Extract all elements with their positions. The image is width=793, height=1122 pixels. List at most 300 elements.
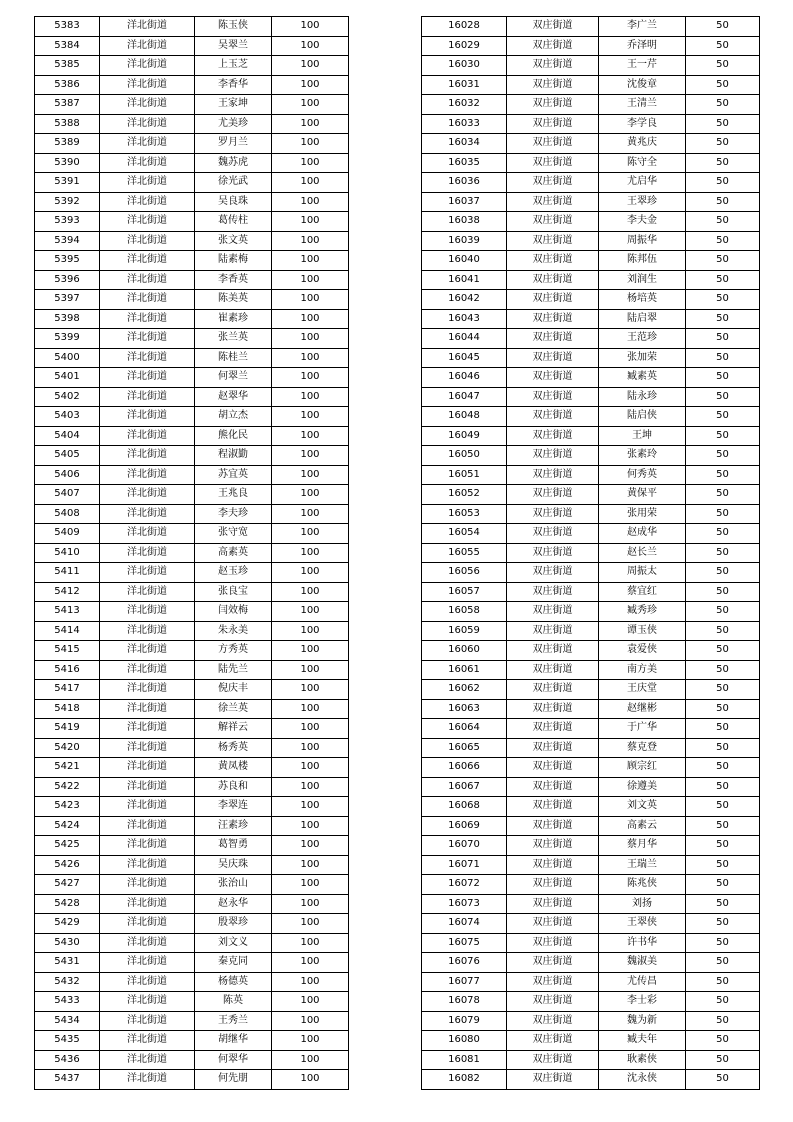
table-row [422, 56, 760, 76]
amount-cell: 50 [686, 387, 760, 407]
name-cell: 吴庆珠 [195, 855, 272, 875]
table-row [35, 446, 349, 466]
amount-cell: 100 [272, 1031, 349, 1051]
serial-number-cell: 16028 [422, 17, 507, 37]
serial-number-cell: 5392 [35, 192, 100, 212]
serial-number-cell: 16036 [422, 173, 507, 193]
amount-cell: 100 [272, 738, 349, 758]
table-row [422, 153, 760, 173]
name-cell: 方秀英 [195, 641, 272, 661]
amount-cell: 100 [272, 543, 349, 563]
amount-cell: 100 [272, 894, 349, 914]
table-row [422, 95, 760, 115]
left-roster-table [34, 16, 349, 1090]
subdistrict-cell: 洋北街道 [100, 75, 195, 95]
subdistrict-cell: 洋北街道 [100, 524, 195, 544]
serial-number-cell: 16059 [422, 621, 507, 641]
serial-number-cell: 16076 [422, 953, 507, 973]
subdistrict-cell: 双庄街道 [507, 426, 599, 446]
amount-cell: 100 [272, 426, 349, 446]
amount-cell: 100 [272, 992, 349, 1012]
serial-number-cell: 16078 [422, 992, 507, 1012]
name-cell: 蔡克登 [599, 738, 686, 758]
subdistrict-cell: 双庄街道 [507, 36, 599, 56]
name-cell: 刘文义 [195, 933, 272, 953]
subdistrict-cell: 洋北街道 [100, 972, 195, 992]
table-row [422, 738, 760, 758]
serial-number-cell: 16045 [422, 348, 507, 368]
subdistrict-cell: 洋北街道 [100, 914, 195, 934]
amount-cell: 50 [686, 660, 760, 680]
serial-number-cell: 16046 [422, 368, 507, 388]
table-row [422, 875, 760, 895]
serial-number-cell: 16051 [422, 465, 507, 485]
name-cell: 魏淑美 [599, 953, 686, 973]
serial-number-cell: 5428 [35, 894, 100, 914]
amount-cell: 50 [686, 699, 760, 719]
name-cell: 张良宝 [195, 582, 272, 602]
subdistrict-cell: 洋北街道 [100, 855, 195, 875]
table-row [422, 621, 760, 641]
name-cell: 张兰英 [195, 329, 272, 349]
amount-cell: 50 [686, 641, 760, 661]
amount-cell: 100 [272, 309, 349, 329]
name-cell: 李香华 [195, 75, 272, 95]
table-row [422, 329, 760, 349]
table-row [422, 270, 760, 290]
table-row [35, 602, 349, 622]
subdistrict-cell: 洋北街道 [100, 894, 195, 914]
table-row [35, 465, 349, 485]
table-row [35, 582, 349, 602]
name-cell: 赵玉珍 [195, 563, 272, 583]
serial-number-cell: 5432 [35, 972, 100, 992]
subdistrict-cell: 洋北街道 [100, 758, 195, 778]
subdistrict-cell: 双庄街道 [507, 933, 599, 953]
name-cell: 王庆堂 [599, 680, 686, 700]
serial-number-cell: 16038 [422, 212, 507, 232]
right-table-body [422, 17, 760, 1090]
right-roster-table [421, 16, 760, 1090]
serial-number-cell: 5422 [35, 777, 100, 797]
subdistrict-cell: 洋北街道 [100, 563, 195, 583]
name-cell: 吴翠兰 [195, 36, 272, 56]
serial-number-cell: 16042 [422, 290, 507, 310]
amount-cell: 50 [686, 914, 760, 934]
subdistrict-cell: 洋北街道 [100, 270, 195, 290]
table-row [35, 797, 349, 817]
subdistrict-cell: 洋北街道 [100, 114, 195, 134]
amount-cell: 50 [686, 231, 760, 251]
table-row [422, 134, 760, 154]
amount-cell: 100 [272, 914, 349, 934]
serial-number-cell: 5387 [35, 95, 100, 115]
name-cell: 刘文英 [599, 797, 686, 817]
serial-number-cell: 5408 [35, 504, 100, 524]
name-cell: 陈英 [195, 992, 272, 1012]
table-row [422, 446, 760, 466]
name-cell: 陆启侠 [599, 407, 686, 427]
amount-cell: 100 [272, 641, 349, 661]
serial-number-cell: 16082 [422, 1070, 507, 1090]
name-cell: 胡立杰 [195, 407, 272, 427]
subdistrict-cell: 洋北街道 [100, 95, 195, 115]
subdistrict-cell: 双庄街道 [507, 407, 599, 427]
table-row [422, 1070, 760, 1090]
subdistrict-cell: 双庄街道 [507, 329, 599, 349]
serial-number-cell: 16035 [422, 153, 507, 173]
name-cell: 吴良珠 [195, 192, 272, 212]
name-cell: 闫效梅 [195, 602, 272, 622]
table-row [422, 914, 760, 934]
amount-cell: 100 [272, 621, 349, 641]
table-row [422, 972, 760, 992]
name-cell: 崔素珍 [195, 309, 272, 329]
name-cell: 黄保平 [599, 485, 686, 505]
subdistrict-cell: 洋北街道 [100, 1011, 195, 1031]
serial-number-cell: 5398 [35, 309, 100, 329]
subdistrict-cell: 双庄街道 [507, 797, 599, 817]
serial-number-cell: 16062 [422, 680, 507, 700]
name-cell: 上玉芝 [195, 56, 272, 76]
table-row [35, 95, 349, 115]
subdistrict-cell: 双庄街道 [507, 738, 599, 758]
subdistrict-cell: 双庄街道 [507, 602, 599, 622]
serial-number-cell: 5391 [35, 173, 100, 193]
table-row [35, 1070, 349, 1090]
name-cell: 尤传昌 [599, 972, 686, 992]
subdistrict-cell: 洋北街道 [100, 582, 195, 602]
subdistrict-cell: 双庄街道 [507, 641, 599, 661]
table-row [422, 953, 760, 973]
subdistrict-cell: 洋北街道 [100, 173, 195, 193]
amount-cell: 50 [686, 1070, 760, 1090]
name-cell: 陈玉侠 [195, 17, 272, 37]
amount-cell: 100 [272, 368, 349, 388]
table-row [35, 1031, 349, 1051]
serial-number-cell: 5421 [35, 758, 100, 778]
serial-number-cell: 5436 [35, 1050, 100, 1070]
amount-cell: 100 [272, 972, 349, 992]
table-row [422, 602, 760, 622]
subdistrict-cell: 双庄街道 [507, 387, 599, 407]
serial-number-cell: 5389 [35, 134, 100, 154]
table-row [422, 699, 760, 719]
name-cell: 陈美英 [195, 290, 272, 310]
table-row [35, 855, 349, 875]
name-cell: 蔡宜红 [599, 582, 686, 602]
table-row [422, 894, 760, 914]
amount-cell: 100 [272, 446, 349, 466]
subdistrict-cell: 双庄街道 [507, 680, 599, 700]
amount-cell: 100 [272, 563, 349, 583]
name-cell: 乔泽明 [599, 36, 686, 56]
subdistrict-cell: 双庄街道 [507, 1031, 599, 1051]
amount-cell: 100 [272, 582, 349, 602]
amount-cell: 50 [686, 836, 760, 856]
subdistrict-cell: 双庄街道 [507, 485, 599, 505]
amount-cell: 100 [272, 680, 349, 700]
subdistrict-cell: 双庄街道 [507, 17, 599, 37]
name-cell: 胡继华 [195, 1031, 272, 1051]
name-cell: 王坤 [599, 426, 686, 446]
name-cell: 王清兰 [599, 95, 686, 115]
amount-cell: 50 [686, 875, 760, 895]
amount-cell: 100 [272, 602, 349, 622]
table-row [422, 680, 760, 700]
name-cell: 王翠珍 [599, 192, 686, 212]
serial-number-cell: 5396 [35, 270, 100, 290]
table-row [422, 192, 760, 212]
name-cell: 徐遵美 [599, 777, 686, 797]
name-cell: 葛智勇 [195, 836, 272, 856]
name-cell: 南方美 [599, 660, 686, 680]
subdistrict-cell: 洋北街道 [100, 621, 195, 641]
table-row [422, 426, 760, 446]
serial-number-cell: 16044 [422, 329, 507, 349]
name-cell: 臧素英 [599, 368, 686, 388]
table-row [35, 953, 349, 973]
name-cell: 殷翠珍 [195, 914, 272, 934]
amount-cell: 50 [686, 309, 760, 329]
name-cell: 张守宽 [195, 524, 272, 544]
amount-cell: 100 [272, 75, 349, 95]
serial-number-cell: 16068 [422, 797, 507, 817]
serial-number-cell: 16043 [422, 309, 507, 329]
name-cell: 何秀英 [599, 465, 686, 485]
subdistrict-cell: 洋北街道 [100, 641, 195, 661]
serial-number-cell: 16030 [422, 56, 507, 76]
name-cell: 罗月兰 [195, 134, 272, 154]
table-row [422, 933, 760, 953]
serial-number-cell: 16075 [422, 933, 507, 953]
serial-number-cell: 16055 [422, 543, 507, 563]
table-row [35, 387, 349, 407]
serial-number-cell: 5435 [35, 1031, 100, 1051]
subdistrict-cell: 双庄街道 [507, 465, 599, 485]
name-cell: 李夫珍 [195, 504, 272, 524]
serial-number-cell: 5426 [35, 855, 100, 875]
subdistrict-cell: 洋北街道 [100, 36, 195, 56]
table-row [35, 153, 349, 173]
table-row [422, 777, 760, 797]
amount-cell: 50 [686, 56, 760, 76]
subdistrict-cell: 洋北街道 [100, 992, 195, 1012]
serial-number-cell: 16080 [422, 1031, 507, 1051]
table-row [35, 485, 349, 505]
serial-number-cell: 5405 [35, 446, 100, 466]
serial-number-cell: 16058 [422, 602, 507, 622]
table-row [35, 251, 349, 271]
amount-cell: 50 [686, 153, 760, 173]
subdistrict-cell: 双庄街道 [507, 251, 599, 271]
subdistrict-cell: 双庄街道 [507, 563, 599, 583]
amount-cell: 100 [272, 504, 349, 524]
amount-cell: 50 [686, 933, 760, 953]
serial-number-cell: 5414 [35, 621, 100, 641]
subdistrict-cell: 双庄街道 [507, 894, 599, 914]
subdistrict-cell: 双庄街道 [507, 348, 599, 368]
amount-cell: 100 [272, 777, 349, 797]
serial-number-cell: 16031 [422, 75, 507, 95]
name-cell: 刘润生 [599, 270, 686, 290]
subdistrict-cell: 双庄街道 [507, 446, 599, 466]
amount-cell: 50 [686, 816, 760, 836]
name-cell: 陆先兰 [195, 660, 272, 680]
subdistrict-cell: 洋北街道 [100, 1050, 195, 1070]
table-row [422, 36, 760, 56]
subdistrict-cell: 双庄街道 [507, 621, 599, 641]
name-cell: 王瑞兰 [599, 855, 686, 875]
name-cell: 张文英 [195, 231, 272, 251]
amount-cell: 50 [686, 1031, 760, 1051]
subdistrict-cell: 洋北街道 [100, 777, 195, 797]
subdistrict-cell: 洋北街道 [100, 426, 195, 446]
serial-number-cell: 16050 [422, 446, 507, 466]
name-cell: 徐兰英 [195, 699, 272, 719]
name-cell: 沈永侠 [599, 1070, 686, 1090]
subdistrict-cell: 双庄街道 [507, 290, 599, 310]
amount-cell: 100 [272, 231, 349, 251]
amount-cell: 100 [272, 660, 349, 680]
subdistrict-cell: 洋北街道 [100, 875, 195, 895]
amount-cell: 50 [686, 465, 760, 485]
name-cell: 赵翠华 [195, 387, 272, 407]
name-cell: 赵长兰 [599, 543, 686, 563]
amount-cell: 100 [272, 875, 349, 895]
serial-number-cell: 5383 [35, 17, 100, 37]
name-cell: 顾宗红 [599, 758, 686, 778]
subdistrict-cell: 双庄街道 [507, 95, 599, 115]
subdistrict-cell: 双庄街道 [507, 777, 599, 797]
serial-number-cell: 5410 [35, 543, 100, 563]
name-cell: 刘扬 [599, 894, 686, 914]
amount-cell: 50 [686, 563, 760, 583]
amount-cell: 100 [272, 524, 349, 544]
table-row [422, 114, 760, 134]
serial-number-cell: 16071 [422, 855, 507, 875]
amount-cell: 100 [272, 251, 349, 271]
serial-number-cell: 16056 [422, 563, 507, 583]
subdistrict-cell: 洋北街道 [100, 290, 195, 310]
name-cell: 赵继彬 [599, 699, 686, 719]
table-row [35, 212, 349, 232]
subdistrict-cell: 洋北街道 [100, 446, 195, 466]
table-row [422, 855, 760, 875]
table-row [422, 75, 760, 95]
amount-cell: 100 [272, 17, 349, 37]
serial-number-cell: 16034 [422, 134, 507, 154]
amount-cell: 100 [272, 1070, 349, 1090]
amount-cell: 100 [272, 212, 349, 232]
amount-cell: 50 [686, 777, 760, 797]
table-row [35, 719, 349, 739]
name-cell: 陈邦伍 [599, 251, 686, 271]
amount-cell: 50 [686, 602, 760, 622]
table-row [35, 173, 349, 193]
name-cell: 陈守全 [599, 153, 686, 173]
serial-number-cell: 16081 [422, 1050, 507, 1070]
name-cell: 赵永华 [195, 894, 272, 914]
serial-number-cell: 5400 [35, 348, 100, 368]
table-row [422, 524, 760, 544]
name-cell: 徐光武 [195, 173, 272, 193]
subdistrict-cell: 双庄街道 [507, 524, 599, 544]
amount-cell: 50 [686, 114, 760, 134]
table-row [35, 329, 349, 349]
table-row [35, 56, 349, 76]
name-cell: 王家坤 [195, 95, 272, 115]
left-table-body [35, 17, 349, 1090]
subdistrict-cell: 双庄街道 [507, 836, 599, 856]
table-row [35, 621, 349, 641]
table-row [35, 114, 349, 134]
name-cell: 秦克同 [195, 953, 272, 973]
serial-number-cell: 5434 [35, 1011, 100, 1031]
serial-number-cell: 5411 [35, 563, 100, 583]
name-cell: 李香英 [195, 270, 272, 290]
amount-cell: 50 [686, 368, 760, 388]
amount-cell: 50 [686, 485, 760, 505]
serial-number-cell: 16073 [422, 894, 507, 914]
serial-number-cell: 16049 [422, 426, 507, 446]
table-row [422, 348, 760, 368]
name-cell: 耿素侠 [599, 1050, 686, 1070]
amount-cell: 50 [686, 953, 760, 973]
subdistrict-cell: 双庄街道 [507, 699, 599, 719]
amount-cell: 50 [686, 504, 760, 524]
table-row [422, 17, 760, 37]
table-row [422, 758, 760, 778]
name-cell: 汪素珍 [195, 816, 272, 836]
serial-number-cell: 16029 [422, 36, 507, 56]
amount-cell: 100 [272, 933, 349, 953]
amount-cell: 50 [686, 426, 760, 446]
subdistrict-cell: 洋北街道 [100, 602, 195, 622]
name-cell: 臧秀珍 [599, 602, 686, 622]
serial-number-cell: 16069 [422, 816, 507, 836]
subdistrict-cell: 双庄街道 [507, 855, 599, 875]
table-row [35, 836, 349, 856]
serial-number-cell: 16048 [422, 407, 507, 427]
amount-cell: 50 [686, 290, 760, 310]
subdistrict-cell: 双庄街道 [507, 153, 599, 173]
serial-number-cell: 16063 [422, 699, 507, 719]
name-cell: 苏宜英 [195, 465, 272, 485]
name-cell: 张用荣 [599, 504, 686, 524]
serial-number-cell: 5406 [35, 465, 100, 485]
table-row [422, 816, 760, 836]
name-cell: 陆永珍 [599, 387, 686, 407]
table-row [422, 1031, 760, 1051]
name-cell: 张加荣 [599, 348, 686, 368]
serial-number-cell: 16066 [422, 758, 507, 778]
subdistrict-cell: 洋北街道 [100, 17, 195, 37]
amount-cell: 50 [686, 192, 760, 212]
serial-number-cell: 5395 [35, 251, 100, 271]
subdistrict-cell: 洋北街道 [100, 368, 195, 388]
subdistrict-cell: 双庄街道 [507, 914, 599, 934]
name-cell: 苏良和 [195, 777, 272, 797]
table-row [35, 543, 349, 563]
serial-number-cell: 5417 [35, 680, 100, 700]
amount-cell: 100 [272, 387, 349, 407]
amount-cell: 100 [272, 407, 349, 427]
subdistrict-cell: 双庄街道 [507, 758, 599, 778]
subdistrict-cell: 双庄街道 [507, 56, 599, 76]
serial-number-cell: 5385 [35, 56, 100, 76]
serial-number-cell: 16037 [422, 192, 507, 212]
